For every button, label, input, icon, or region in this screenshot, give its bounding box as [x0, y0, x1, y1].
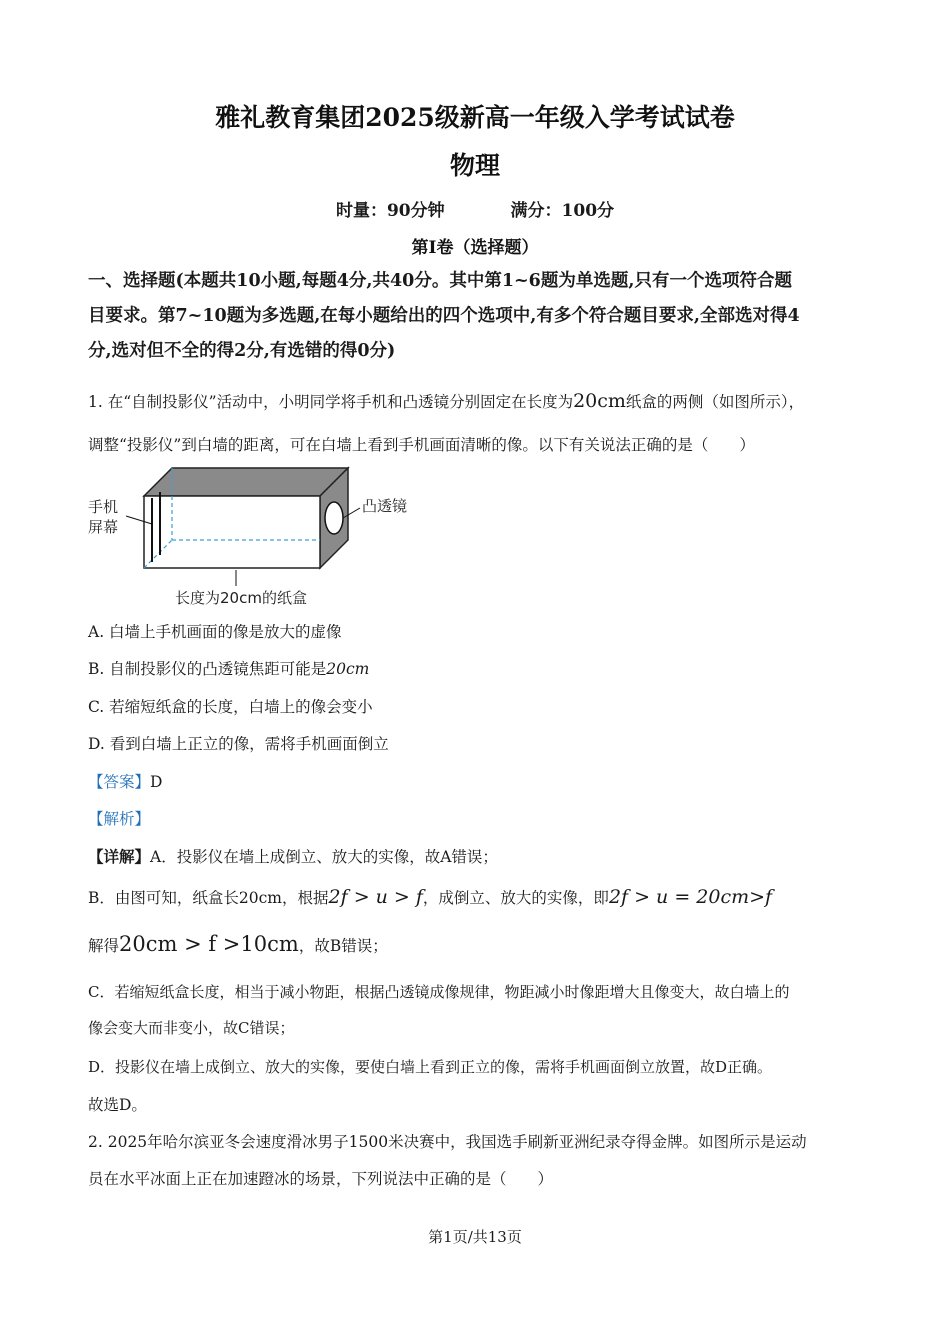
detail-b2-text-1: 解得 [88, 937, 120, 955]
q1-stem-length: 20cm [573, 390, 626, 412]
q1-detail-b-2 [88, 932, 888, 956]
detail-b-text-1: B．由图可知，纸盒长 [88, 889, 239, 907]
q1-detail-a [88, 845, 888, 867]
q1-analysis-label: 【解析】 [88, 810, 151, 828]
projector-box-figure [80, 462, 440, 612]
label-lens: 凸透镜 [362, 497, 408, 515]
q1-detail-d: D．投影仪在墙上成倒立、放大的实像，要使白墙上看到正立的像，需将手机画面倒立放置，故D正确。 [88, 1058, 773, 1076]
q2-stem-line-1: 2. 2025年哈尔滨亚冬会速度滑冰男子1500米决赛中，我国选手刷新亚洲纪录夺得金牌。如图所示是运动 [88, 1133, 807, 1151]
section-line-2: 目要求。第7~10题为多选题,在每小题给出的四个选项中,有多个符合题目要求,全部选对得4 [88, 306, 800, 326]
detail-b2-text-2: ，故B错误； [298, 937, 388, 955]
q1-option-b-text: B. 自制投影仪的凸透镜焦距可能是 [88, 660, 327, 678]
label-box: 长度为20cm的纸盒 [175, 589, 307, 607]
label-phone-line-1: 手机 [88, 498, 119, 516]
part-title: 第I卷（选择题） [411, 238, 539, 258]
box-top-face [144, 468, 348, 496]
label-phone-line-2: 屏幕 [88, 518, 119, 536]
detail-label: 【详解】 [88, 847, 151, 866]
q1-detail-b [88, 886, 888, 908]
section-line-3: 分,选对但不全的得2分,有选错的得0分) [88, 341, 396, 361]
q1-answer [88, 770, 888, 792]
exam-score: 满分：100分 [510, 201, 615, 221]
detail-b-text-2: ，根据 [282, 889, 329, 907]
detail-a-text: A．投影仪在墙上成倒立、放大的实像，故A错误； [150, 848, 498, 866]
detail-b-equation: 2f > u = 20cm>f [608, 886, 773, 908]
q1-detail-c-2: 像会变大而非变小，故C错误； [88, 1019, 295, 1037]
exam-meta [0, 196, 950, 221]
lens-shape [325, 502, 343, 534]
detail-b-text-3: ，成倒立、放大的实像，即 [422, 889, 609, 907]
subject-title: 物理 [449, 151, 500, 180]
exam-title: 雅礼教育集团2025级新高一年级入学考试试卷 [215, 103, 735, 132]
section-instructions [88, 264, 878, 369]
q2-stem-line-2: 员在水平冰面上正在加速蹬冰的场景，下列说法中正确的是（ ） [88, 1170, 554, 1188]
q1-option-c: C. 若缩短纸盒的长度，白墙上的像会变小 [88, 698, 373, 716]
exam-time: 时量：90分钟 [335, 201, 445, 221]
q1-stem-text-2: 纸盒的两侧（如图所示）， [625, 393, 805, 411]
q1-stem-line-1 [88, 390, 888, 412]
detail-b-length: 20cm [238, 889, 283, 907]
answer-value: D [150, 773, 163, 791]
q1-conclusion: 故选D。 [88, 1096, 147, 1114]
q1-option-d: D. 看到白墙上正立的像，需将手机画面倒立 [88, 735, 389, 753]
q1-option-a: A. 白墙上手机画面的像是放大的虚像 [88, 623, 342, 641]
q1-detail-c-1: C．若缩短纸盒长度，相当于减小物距，根据凸透镜成像规律，物距减小时像距增大且像变大，故白墙上的 [88, 983, 790, 1001]
q1-stem-text: 1. 在“自制投影仪”活动中，小明同学将手机和凸透镜分别固定在长度为 [88, 393, 574, 411]
page-footer: 第1页/共13页 [428, 1228, 522, 1246]
box-front-face [144, 496, 320, 568]
answer-label: 【答案】 [88, 773, 151, 791]
q1-option-b-math: 20cm [326, 660, 370, 678]
detail-b-condition: 2f > u > f [328, 886, 423, 908]
q1-option-b [88, 657, 888, 679]
q1-stem-line-2: 调整“投影仪”到白墙的距离，可在白墙上看到手机画面清晰的像。以下有关说法正确的是（ ） [88, 436, 755, 454]
section-line-1: 一、选择题(本题共10小题,每题4分,共40分。其中第1~6题为单选题,只有一个选项符合题 [88, 271, 792, 291]
detail-b2-math: 20cm > f >10cm [119, 932, 299, 956]
